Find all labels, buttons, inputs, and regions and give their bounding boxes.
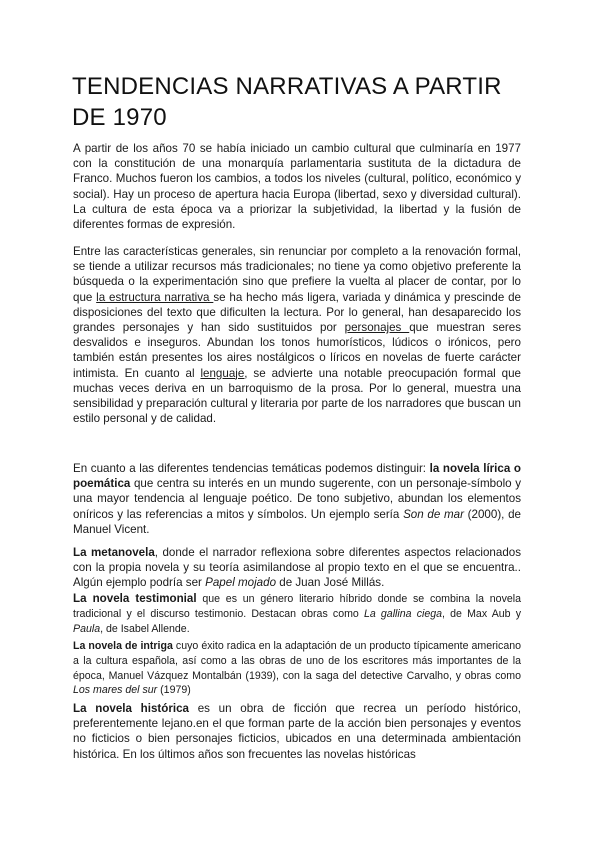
paragraph-metanovel [73,545,521,591]
paragraph-historical-novel [73,701,521,762]
underlined-term-language: lenguaje, [200,366,248,380]
text-run: , donde el narrador reflexiona sobre diferentes aspectos relacionados con la propia novela y su teoría asimilandose al propio texto en el que se encuentra.. Algún ejemplo podría ser [73,546,522,590]
text-run: (2000), de Manuel Vicent. [73,507,522,536]
bold-term-historical-novel: La novela histórica [73,702,189,715]
text-run: , de Max Aub y [442,607,522,620]
book-title: Los mares del sur [73,684,158,697]
bold-term-testimonial-novel: La novela testimonial [73,592,197,605]
text-run: cuyo éxito radica en la adaptación de un producto típicamente americano a la cultura española, así como a las obras de uno de los escritores más importantes de la época, Manuel Vázquez Montalbán (1939), con la saga del detective Carvalho, y obras como [73,640,521,682]
bold-term-intrigue-novel: La novela de intriga [73,640,173,652]
text-run: que centra su interés en un mundo sugerente, con un personaje-símbolo y una mayor tendencia al lenguaje poético. De tono subjetivo, abundan los elementos oníricos y las referencias a mitos y símbolos. Un ejemplo sería [73,477,521,521]
text-run: que es un género literario híbrido donde se combina la novela tradicional y el discurso testimonio. Destacan obras como [73,593,522,620]
paragraph-general-characteristics [73,244,521,426]
bold-term-lyrical-novel: la novela lírica o poemática [73,462,521,491]
paragraph-intro: A partir de los años 70 se había iniciado un cambio cultural que culminaría en 1977 con la constitución de una monarquía parlamentaria sustituta de la dictadura de Franco. Muchos fueron los cambios, a todos los niveles (cultural, político, económico y social). Hay un proceso de apertura hacia Europa (libertad, sexo y diversidad cultural). La cultura de esta época va a priorizar la subjetividad, la libertad y la fusión de diferentes formas de expresión. [73,142,521,232]
text-run: , de Isabel Allende. [100,622,190,635]
underlined-term-structure: la estructura narrativa [96,290,214,304]
paragraph-intrigue-novel [73,639,521,698]
page-title: TENDENCIAS NARRATIVAS A PARTIR DE 1970 [72,73,502,131]
text-run: (1979) [157,684,191,697]
text-run: En cuanto a las diferentes tendencias temáticas podemos distinguir: [73,462,430,475]
book-title: La gallina ciega [363,607,443,620]
text-run: que muestran seres desvalidos e inseguros. Abundan los tonos humorísticos, lúdicos o irónicos, pero también están presentes los aires nostálgicos o líricos en novelas de fuerte carácter intimista. En cuanto al [73,321,521,380]
underlined-term-characters: personajes [344,321,410,335]
text-run: es un obra de ficción que recrea un período histórico, preferentemente lejano.en el que forman parte de la acción bien personajes y eventos no ficticios o bien personajes ficticios, ubicados en una determinada ambientación histórica. En los últimos años son frecuentes las novelas históricas [73,702,521,761]
text-run: Entre las características generales, sin renunciar por completo a la renovación formal, se tiende a utilizar recursos más tradicionales; no tiene ya como objetivo preferente la búsqueda o la experimentación sino que prefiere la vuelta al placer de contar, por lo que [73,245,521,304]
paragraph-testimonial-novel [73,592,521,636]
text-run: de Juan José Millás. [276,576,385,590]
text-run: se ha hecho más ligera, variada y dinámica y prescinde de disposiciones del texto que dificulten la lectura. Por lo general, han desaparecido los grandes personajes y han sido sustituidos por [73,290,521,335]
book-title: Son de mar [403,507,464,521]
book-title: Papel mojado [205,576,277,590]
book-title: Paula [73,622,101,635]
bold-term-metanovel: La metanovela [73,546,155,559]
paragraph-lyrical-novel [73,461,521,537]
text-run: se advierte una notable preocupación formal que muchas veces deriva en un barroquismo de la prosa. Por lo general, muestra una sensibilidad y preparación cultural y literaria por parte de los narradores que buscan un estilo personal y de calidad. [73,366,522,426]
